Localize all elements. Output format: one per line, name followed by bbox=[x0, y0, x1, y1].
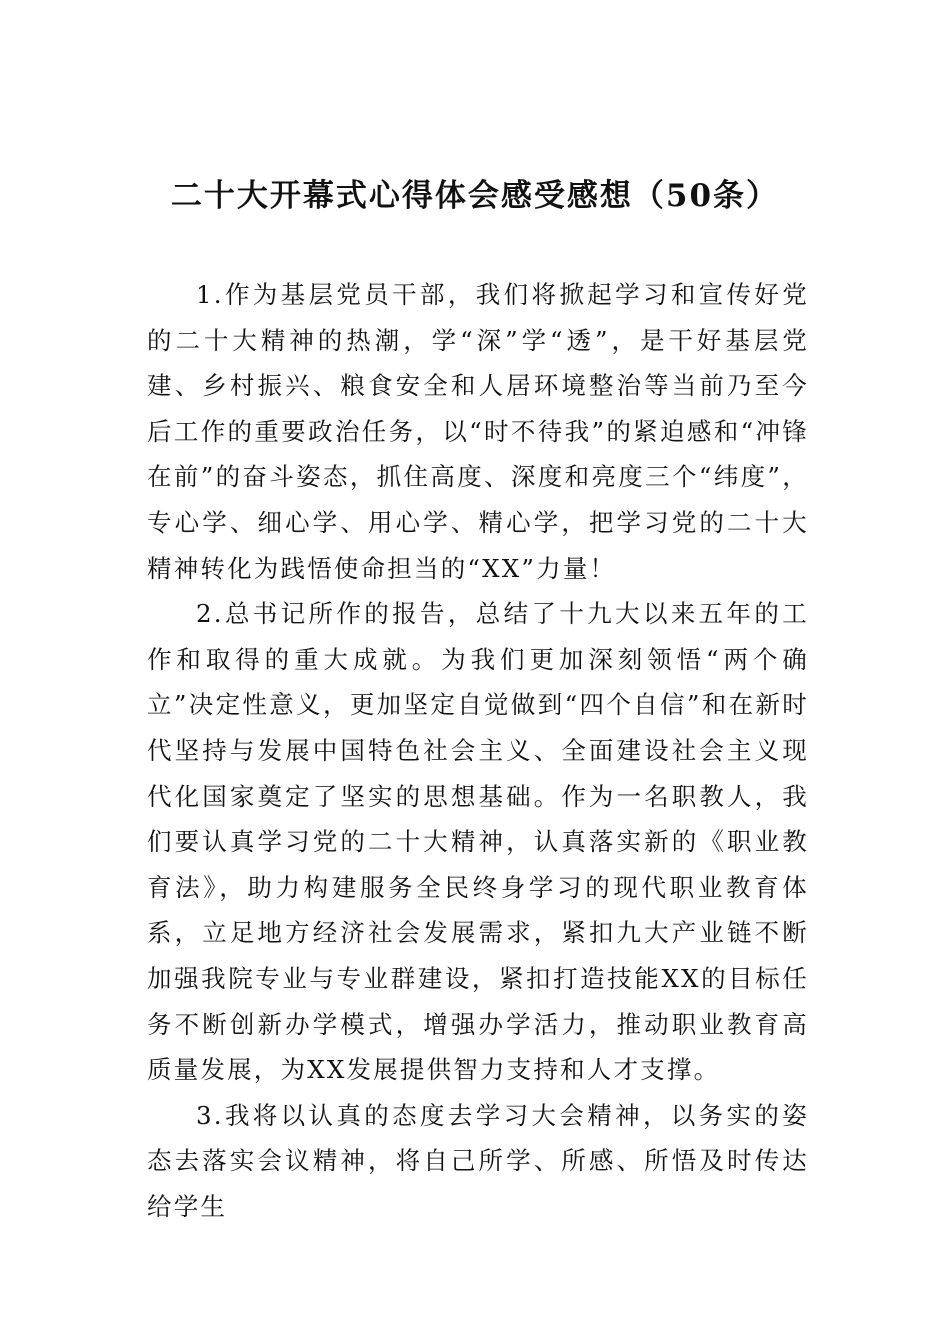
paragraph-1: 1.作为基层党员干部，我们将掀起学习和宣传好党的二十大精神的热潮，学“深”学“透”，是干好基层党建、乡村振兴、粮食安全和人居环境整治等当前乃至今后工作的重要政治任务，以“时不待我”的紧迫感和“冲锋在前”的奋斗姿态，抓住高度、深度和亮度三个“纬度”，专心学、细心学、用心学、精心学，把学习党的二十大精神转化为践悟使命担当的“XX”力量！ bbox=[147, 280, 809, 583]
paragraph-2: 2.总书记所作的报告，总结了十九大以来五年的工作和取得的重大成就。为我们更加深刻领悟“两个确立”决定性意义，更加坚定自觉做到“四个自信”和在新时代坚持与发展中国特色社会主义、全面建设社会主义现代化国家奠定了坚实的思想基础。作为一名职教人，我们要认真学习党的二十大精神，认真落实新的《职业教育法》，助力构建服务全民终身学习的现代职业教育体系，立足地方经济社会发展需求，紧扣九大产业链不断加强我院专业与专业群建设，紧扣打造技能XX的目标任务不断创新办学模式，增强办学活力，推动职业教育高质量发展，为XX发展提供智力支持和人才支撑。 bbox=[147, 599, 809, 1085]
document-title: 二十大开幕式心得体会感受感想（50条） bbox=[170, 178, 780, 214]
paragraph-3: 3.我将以认真的态度去学习大会精神，以务实的姿态去落实会议精神，将自己所学、所感、所悟及时传达给学生 bbox=[147, 1100, 809, 1221]
document-body bbox=[147, 272, 809, 1229]
